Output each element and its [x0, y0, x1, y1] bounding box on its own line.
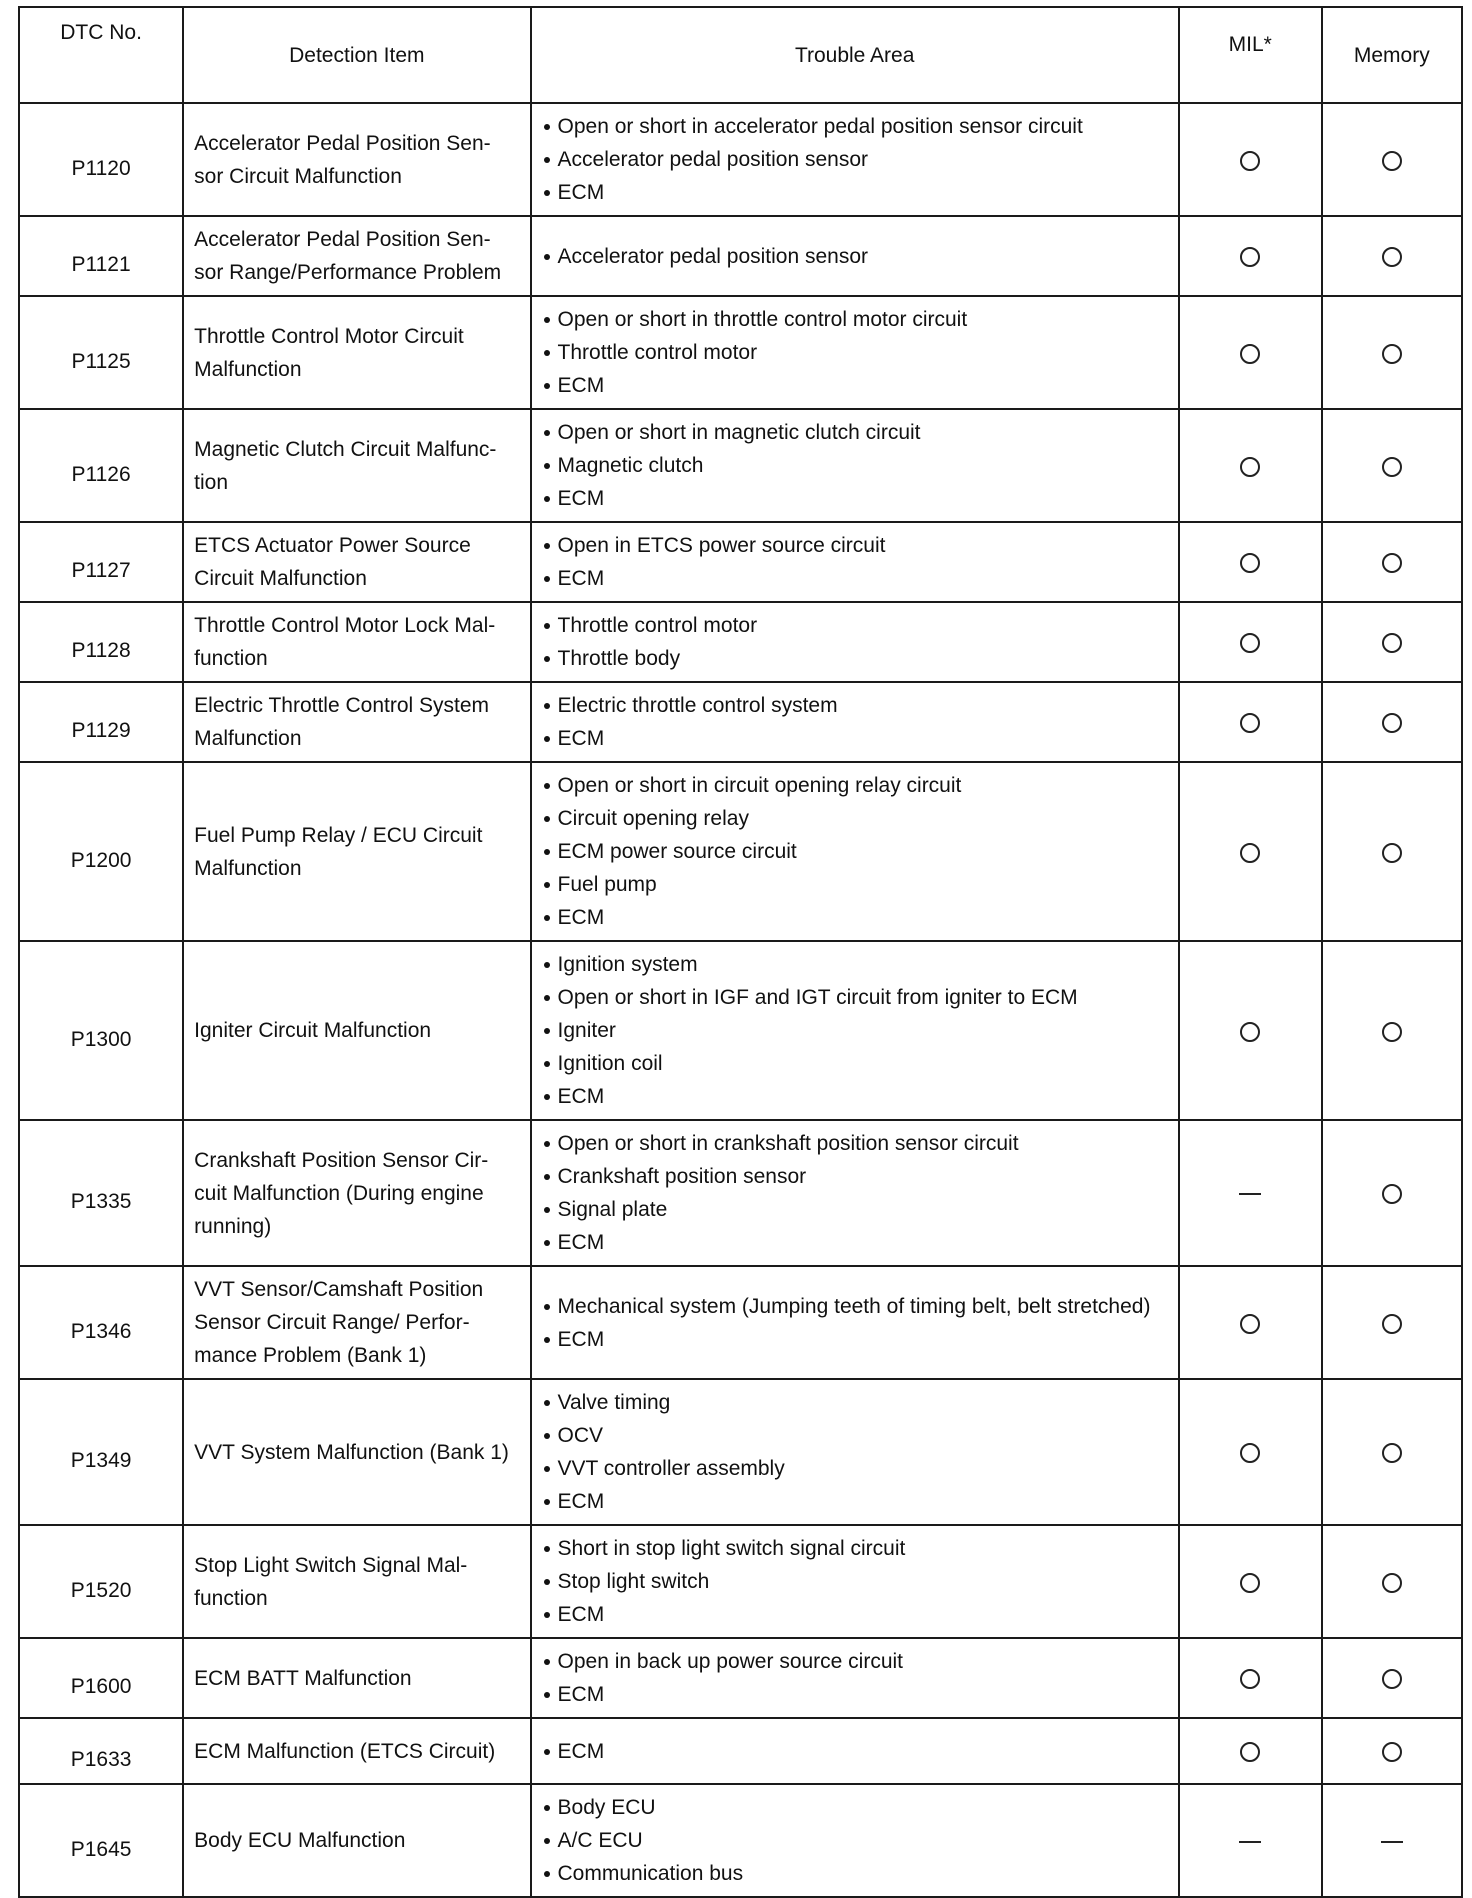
circle-icon [1382, 1573, 1402, 1593]
circle-icon [1382, 247, 1402, 267]
mil-cell [1179, 296, 1322, 409]
trouble-area-item: Communication bus [542, 1857, 1168, 1890]
table-row [19, 103, 1462, 216]
trouble-area-item: Open or short in throttle control motor circuit [542, 303, 1168, 336]
trouble-area-list [542, 1386, 1168, 1518]
trouble-area [531, 296, 1179, 409]
detection-item: Accelerator Pedal Position Sen-sor Circuit Malfunction [183, 103, 530, 216]
trouble-area-list [542, 240, 1168, 273]
memory-cell [1322, 762, 1462, 941]
memory-cell [1322, 296, 1462, 409]
trouble-area [531, 1638, 1179, 1718]
detection-item: Crankshaft Position Sensor Cir-cuit Malfunction (During engine running) [183, 1120, 530, 1266]
trouble-area-item: Stop light switch [542, 1565, 1168, 1598]
memory-cell [1322, 941, 1462, 1120]
mil-cell [1179, 682, 1322, 762]
memory-cell [1322, 216, 1462, 296]
detection-item: Stop Light Switch Signal Mal-function [183, 1525, 530, 1638]
memory-cell [1322, 522, 1462, 602]
trouble-area-item: Open or short in circuit opening relay circuit [542, 769, 1168, 802]
memory-cell [1322, 1784, 1462, 1897]
table-body [19, 103, 1462, 1897]
circle-icon [1382, 553, 1402, 573]
trouble-area [531, 409, 1179, 522]
table-row [19, 1638, 1462, 1718]
mil-cell [1179, 1525, 1322, 1638]
trouble-area-item: ECM [542, 1323, 1168, 1356]
table-row [19, 1379, 1462, 1525]
trouble-area-item: Accelerator pedal position sensor [542, 240, 1168, 273]
trouble-area-item: ECM [542, 901, 1168, 934]
dtc-code: P1335 [19, 1120, 183, 1266]
trouble-area-item: Open or short in IGF and IGT circuit from igniter to ECM [542, 981, 1168, 1014]
trouble-area [531, 1784, 1179, 1897]
trouble-area-list [542, 110, 1168, 209]
trouble-area-item: Fuel pump [542, 868, 1168, 901]
circle-icon [1240, 1314, 1260, 1334]
circle-icon [1240, 1742, 1260, 1762]
mil-cell [1179, 216, 1322, 296]
trouble-area-item: ECM [542, 562, 1168, 595]
trouble-area-item: Open or short in magnetic clutch circuit [542, 416, 1168, 449]
trouble-area-item: Ignition system [542, 948, 1168, 981]
mil-cell [1179, 602, 1322, 682]
table-row [19, 1266, 1462, 1379]
detection-item: Throttle Control Motor Circuit Malfunction [183, 296, 530, 409]
dtc-code: P1300 [19, 941, 183, 1120]
dtc-code: P1125 [19, 296, 183, 409]
table-row [19, 216, 1462, 296]
header-dtc-no: DTC No. [19, 7, 183, 103]
trouble-area-item: Open in ETCS power source circuit [542, 529, 1168, 562]
trouble-area-list [542, 416, 1168, 515]
dtc-code: P1600 [19, 1638, 183, 1718]
mil-cell [1179, 409, 1322, 522]
table-row [19, 602, 1462, 682]
dtc-table [18, 6, 1463, 1898]
memory-cell [1322, 1638, 1462, 1718]
detection-item: Accelerator Pedal Position Sen-sor Range/Performance Problem [183, 216, 530, 296]
trouble-area [531, 522, 1179, 602]
trouble-area-item: Circuit opening relay [542, 802, 1168, 835]
dtc-code: P1645 [19, 1784, 183, 1897]
trouble-area-item: Open or short in crankshaft position sensor circuit [542, 1127, 1168, 1160]
circle-icon [1382, 1742, 1402, 1762]
circle-icon [1382, 344, 1402, 364]
trouble-area-item: Ignition coil [542, 1047, 1168, 1080]
header-mil: MIL* [1179, 7, 1322, 103]
trouble-area-item: Electric throttle control system [542, 689, 1168, 722]
mil-cell [1179, 762, 1322, 941]
trouble-area-item: ECM [542, 369, 1168, 402]
trouble-area [531, 216, 1179, 296]
table-header-row [19, 7, 1462, 103]
trouble-area-item: Throttle body [542, 642, 1168, 675]
table-row [19, 522, 1462, 602]
detection-item: ETCS Actuator Power Source Circuit Malfunction [183, 522, 530, 602]
circle-icon [1382, 1314, 1402, 1334]
trouble-area-item: Throttle control motor [542, 336, 1168, 369]
trouble-area-list [542, 1645, 1168, 1711]
circle-icon [1382, 457, 1402, 477]
detection-item: VVT System Malfunction (Bank 1) [183, 1379, 530, 1525]
table-row [19, 1784, 1462, 1897]
trouble-area-item: Mechanical system (Jumping teeth of timing belt, belt stretched) [542, 1290, 1168, 1323]
memory-cell [1322, 1266, 1462, 1379]
trouble-area-item: Igniter [542, 1014, 1168, 1047]
trouble-area-list [542, 1127, 1168, 1259]
circle-icon [1382, 1184, 1402, 1204]
detection-item: Body ECU Malfunction [183, 1784, 530, 1897]
trouble-area-item: ECM [542, 1735, 1168, 1768]
detection-item: Electric Throttle Control System Malfunction [183, 682, 530, 762]
dtc-code: P1346 [19, 1266, 183, 1379]
trouble-area [531, 941, 1179, 1120]
circle-icon [1382, 1669, 1402, 1689]
trouble-area [531, 1718, 1179, 1784]
trouble-area-item: ECM power source circuit [542, 835, 1168, 868]
header-memory: Memory [1322, 7, 1462, 103]
trouble-area-item: VVT controller assembly [542, 1452, 1168, 1485]
trouble-area-list [542, 1532, 1168, 1631]
circle-icon [1240, 633, 1260, 653]
trouble-area-item: Valve timing [542, 1386, 1168, 1419]
trouble-area-item: Accelerator pedal position sensor [542, 143, 1168, 176]
trouble-area-item: Crankshaft position sensor [542, 1160, 1168, 1193]
circle-icon [1240, 151, 1260, 171]
header-detection-item: Detection Item [183, 7, 530, 103]
circle-icon [1240, 1669, 1260, 1689]
dtc-code: P1120 [19, 103, 183, 216]
trouble-area-item: Open or short in accelerator pedal position sensor circuit [542, 110, 1168, 143]
circle-icon [1382, 1022, 1402, 1042]
trouble-area [531, 1120, 1179, 1266]
trouble-area-item: Magnetic clutch [542, 449, 1168, 482]
trouble-area [531, 602, 1179, 682]
trouble-area-list [542, 948, 1168, 1113]
trouble-area-item: Throttle control motor [542, 609, 1168, 642]
circle-icon [1240, 843, 1260, 863]
table-row [19, 941, 1462, 1120]
circle-icon [1240, 457, 1260, 477]
dtc-code: P1200 [19, 762, 183, 941]
detection-item: Igniter Circuit Malfunction [183, 941, 530, 1120]
dtc-code: P1126 [19, 409, 183, 522]
mil-cell [1179, 941, 1322, 1120]
circle-icon [1382, 713, 1402, 733]
trouble-area [531, 1379, 1179, 1525]
detection-item: ECM BATT Malfunction [183, 1638, 530, 1718]
trouble-area-item: ECM [542, 1598, 1168, 1631]
mil-cell [1179, 1638, 1322, 1718]
trouble-area-list [542, 303, 1168, 402]
trouble-area-item: ECM [542, 1226, 1168, 1259]
mil-cell [1179, 103, 1322, 216]
dash-icon [1239, 1193, 1261, 1195]
trouble-area-list [542, 1735, 1168, 1768]
memory-cell [1322, 103, 1462, 216]
trouble-area-item: ECM [542, 1080, 1168, 1113]
table-row [19, 1718, 1462, 1784]
table-row [19, 1525, 1462, 1638]
memory-cell [1322, 1379, 1462, 1525]
circle-icon [1240, 1573, 1260, 1593]
circle-icon [1240, 344, 1260, 364]
header-trouble-area: Trouble Area [531, 7, 1179, 103]
mil-cell [1179, 1379, 1322, 1525]
trouble-area-item: ECM [542, 482, 1168, 515]
mil-cell [1179, 1120, 1322, 1266]
circle-icon [1382, 633, 1402, 653]
mil-cell [1179, 1266, 1322, 1379]
circle-icon [1240, 247, 1260, 267]
trouble-area [531, 1525, 1179, 1638]
dtc-code: P1633 [19, 1718, 183, 1784]
trouble-area-item: OCV [542, 1419, 1168, 1452]
trouble-area-list [542, 1791, 1168, 1890]
trouble-area [531, 682, 1179, 762]
dtc-code: P1349 [19, 1379, 183, 1525]
dtc-code: P1127 [19, 522, 183, 602]
memory-cell [1322, 1718, 1462, 1784]
trouble-area [531, 1266, 1179, 1379]
trouble-area-list [542, 689, 1168, 755]
trouble-area-item: Open in back up power source circuit [542, 1645, 1168, 1678]
trouble-area-item: Signal plate [542, 1193, 1168, 1226]
detection-item: ECM Malfunction (ETCS Circuit) [183, 1718, 530, 1784]
trouble-area-list [542, 1290, 1168, 1356]
dtc-code: P1128 [19, 602, 183, 682]
dtc-code: P1121 [19, 216, 183, 296]
trouble-area-item: Body ECU [542, 1791, 1168, 1824]
mil-cell [1179, 1718, 1322, 1784]
mil-cell [1179, 1784, 1322, 1897]
memory-cell [1322, 409, 1462, 522]
table-row [19, 296, 1462, 409]
trouble-area-item: Short in stop light switch signal circuit [542, 1532, 1168, 1565]
trouble-area-item: A/C ECU [542, 1824, 1168, 1857]
memory-cell [1322, 602, 1462, 682]
trouble-area [531, 762, 1179, 941]
trouble-area-item: ECM [542, 1485, 1168, 1518]
circle-icon [1382, 843, 1402, 863]
table-row [19, 762, 1462, 941]
trouble-area-item: ECM [542, 722, 1168, 755]
trouble-area-list [542, 529, 1168, 595]
table-row [19, 682, 1462, 762]
detection-item: VVT Sensor/Camshaft Position Sensor Circuit Range/ Perfor-mance Problem (Bank 1) [183, 1266, 530, 1379]
table-row [19, 409, 1462, 522]
trouble-area-list [542, 609, 1168, 675]
mil-cell [1179, 522, 1322, 602]
dtc-code: P1129 [19, 682, 183, 762]
circle-icon [1382, 1443, 1402, 1463]
detection-item: Fuel Pump Relay / ECU Circuit Malfunction [183, 762, 530, 941]
circle-icon [1240, 553, 1260, 573]
trouble-area-item: ECM [542, 1678, 1168, 1711]
dtc-code: P1520 [19, 1525, 183, 1638]
trouble-area-list [542, 769, 1168, 934]
circle-icon [1240, 1022, 1260, 1042]
detection-item: Magnetic Clutch Circuit Malfunc-tion [183, 409, 530, 522]
memory-cell [1322, 682, 1462, 762]
trouble-area [531, 103, 1179, 216]
trouble-area-item: ECM [542, 176, 1168, 209]
detection-item: Throttle Control Motor Lock Mal-function [183, 602, 530, 682]
memory-cell [1322, 1120, 1462, 1266]
circle-icon [1382, 151, 1402, 171]
table-row [19, 1120, 1462, 1266]
circle-icon [1240, 713, 1260, 733]
circle-icon [1240, 1443, 1260, 1463]
memory-cell [1322, 1525, 1462, 1638]
